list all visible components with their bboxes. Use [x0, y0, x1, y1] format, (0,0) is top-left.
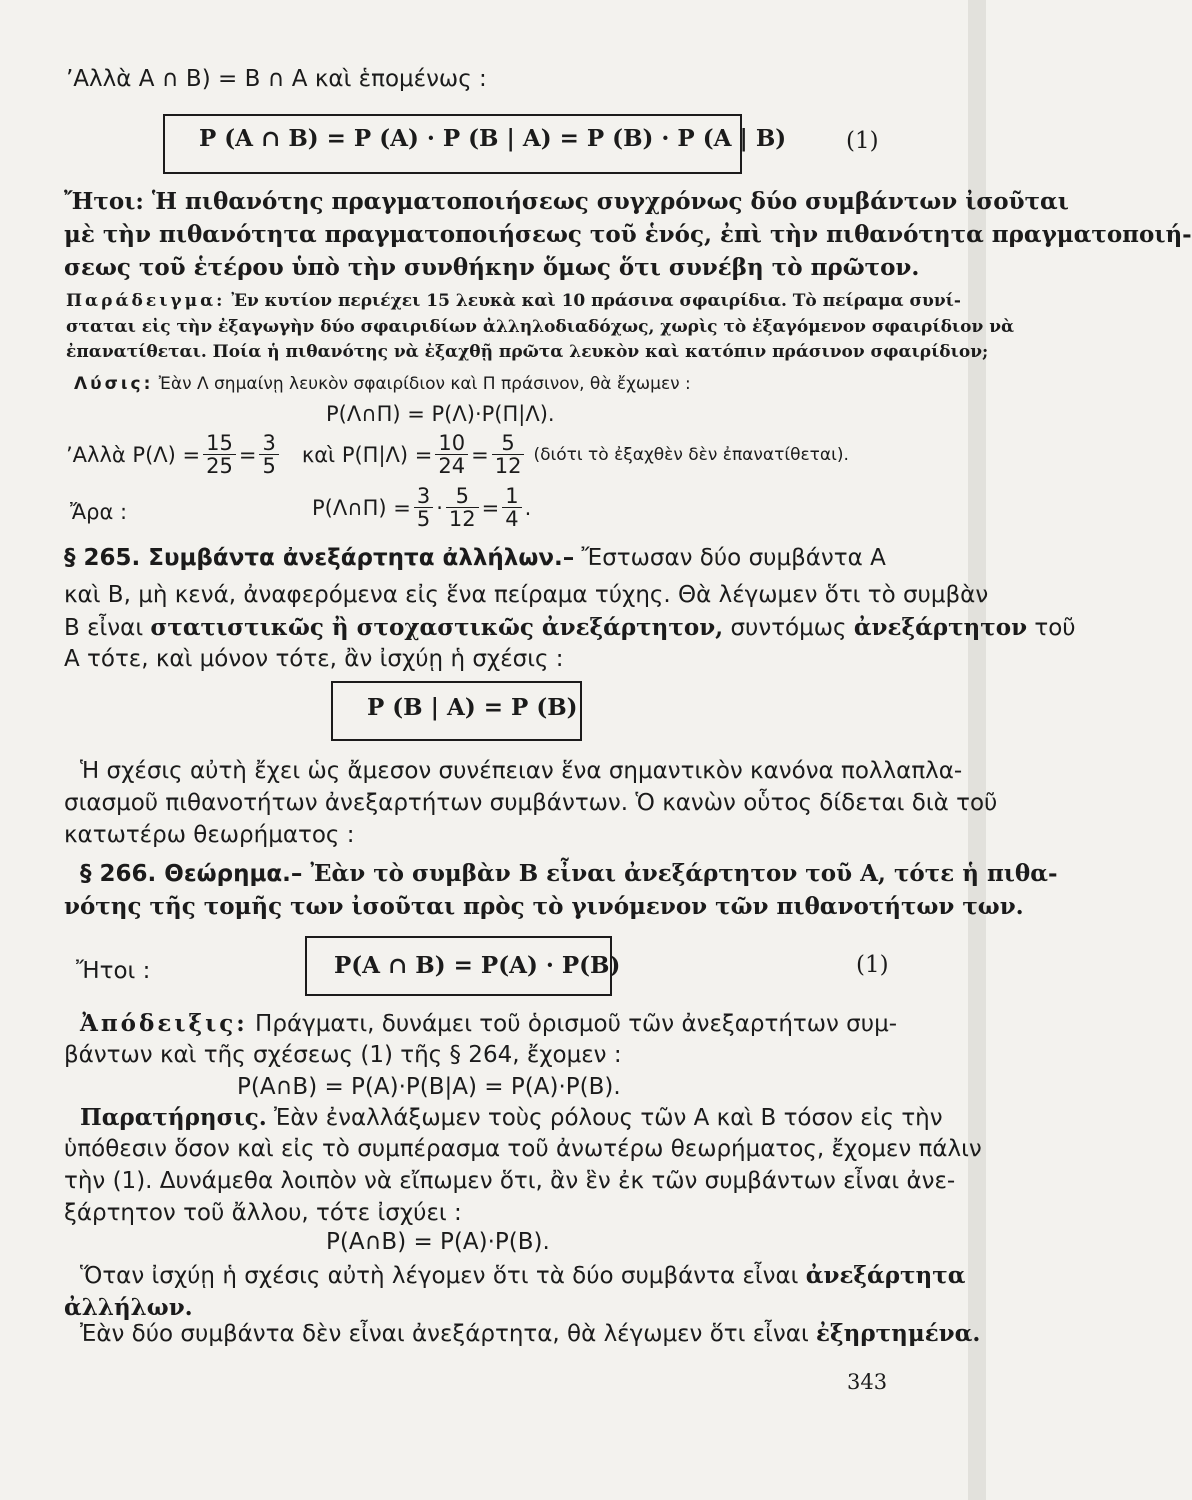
fraction: $\frac{5}{12}$: [446, 485, 479, 530]
fraction: $\frac{3}{5}$: [414, 485, 433, 530]
definition-line: Ὅταν ἰσχύῃ ἡ σχέσις αὐτὴ λέγομεν ὅτι τὰ δύο συμβάντα εἶναι ἀνεξάρτητα: [80, 1262, 966, 1289]
remark-label: Παρατήρησις.: [80, 1104, 267, 1131]
theorem-equation-number: (1): [856, 952, 889, 978]
final-line: Ἐὰν δύο συμβάντα δὲν εἶναι ἀνεξάρτητα, θὰ λέγωμεν ὅτι εἶναι ἐξηρτημένα.: [80, 1320, 981, 1347]
section-266-heading: § 266. Θεώρημα.– Ἐὰν τὸ συμβὰν B εἶναι ἀνεξάρτητον τοῦ A, τότε ἡ πιθα-: [80, 860, 1058, 887]
result-line: P(Λ∩Π) = $\frac{3}{5}$ · $\frac{5}{12}$ = $\frac{1}{4}$ .: [312, 484, 532, 532]
solution-label: Λύσις:: [74, 374, 154, 394]
remark-equation: P(A∩B) = P(A)·P(B).: [326, 1229, 550, 1255]
remark-line: ὑπόθεσιν ὅσον καὶ εἰς τὸ συμπέρασμα τοῦ ἀνωτέρω θεωρήματος, ἔχομεν πάλιν: [64, 1136, 982, 1162]
section-title: § 265. Συμβάντα ἀνεξάρτητα ἀλλήλων.–: [64, 545, 575, 571]
paragraph-line: Ἤτοι: Ἡ πιθανότης πραγματοποιήσεως συγχρόνως δύο συμβάντων ἰσοῦται: [64, 188, 1069, 215]
section-title: § 266. Θεώρημα.–: [80, 861, 303, 887]
section-line: καὶ B, μὴ κενά, ἀναφερόμενα εἰς ἕνα πείραμα τύχης. Θὰ λέγωμεν ὅτι τὸ συμβὰν: [64, 582, 989, 608]
section-line: Ἡ σχέσις αὐτὴ ἔχει ὡς ἄμεσον συνέπειαν ἕνα σημαντικὸν κανόνα πολλαπλα-: [80, 758, 963, 784]
proof-equation: P(A∩B) = P(A)·P(B|A) = P(A)·P(B).: [237, 1074, 621, 1100]
solution-equation: P(Λ∩Π) = P(Λ)·P(Π|Λ).: [326, 402, 555, 426]
section-line: B εἶναι στατιστικῶς ἢ στοχαστικῶς ἀνεξάρτητον, συντόμως ἀνεξάρτητον τοῦ: [64, 614, 1076, 641]
equation-1-number: (1): [846, 128, 879, 154]
solution-line: Λύσις: Ἐὰν Λ σημαίνῃ λευκὸν σφαιρίδιον καὶ Π πράσινον, θὰ ἔχωμεν :: [74, 374, 691, 394]
ara-label: Ἄρα :: [70, 500, 128, 524]
proof-line: βάντων καὶ τῆς σχέσεως (1) τῆς § 264, ἔχομεν :: [64, 1042, 622, 1068]
section-line: A τότε, καὶ μόνον τότε, ἂν ἰσχύῃ ἡ σχέσις :: [64, 646, 564, 672]
section-265-heading: § 265. Συμβάντα ἀνεξάρτητα ἀλλήλων.– Ἔστωσαν δύο συμβάντα A: [64, 545, 886, 571]
independence-equation: P (B | A) = P (B): [367, 694, 578, 721]
fraction: $\frac{15}{25}$: [203, 432, 236, 477]
example-label: Παράδειγμα:: [66, 291, 226, 311]
paragraph-line: σεως τοῦ ἑτέρου ὑπὸ τὴν συνθήκην ὅμως ὅτι συνέβη τὸ πρῶτον.: [64, 254, 920, 281]
example-line-3: ἐπανατίθεται. Ποία ἡ πιθανότης νὰ ἐξαχθῇ πρῶτα λευκὸν καὶ κατόπιν πράσινον σφαιρίδιον;: [66, 342, 989, 362]
remark-line: Παρατήρησις. Ἐὰν ἐναλλάξωμεν τοὺς ρόλους τῶν A καὶ B τόσον εἰς τὴν: [80, 1104, 943, 1131]
page-number: 343: [847, 1370, 888, 1394]
fraction: $\frac{1}{4}$: [502, 485, 521, 530]
fraction: $\frac{3}{5}$: [259, 432, 278, 477]
section-line: κατωτέρω θεωρήματος :: [64, 822, 355, 848]
paragraph-line: μὲ τὴν πιθανότητα πραγματοποιήσεως τοῦ ἑνός, ἐπὶ τὴν πιθανότητα πραγματοποιή-: [64, 221, 1192, 248]
example-line-1: Παράδειγμα: Ἐν κυτίον περιέχει 15 λευκὰ καὶ 10 πράσινα σφαιρίδια. Τὸ πείραμα συνί-: [66, 291, 961, 311]
fraction: $\frac{5}{12}$: [492, 432, 525, 477]
fraction: $\frac{10}{24}$: [435, 432, 468, 477]
example-line-2: σταται εἰς τὴν ἐξαγωγὴν δύο σφαιριδίων ἀλληλοδιαδόχως, χωρὶς τὸ ἐξαγόμενον σφαιρίδιον νὰ: [66, 317, 1015, 337]
equation-1: P (A ∩ B) = P (A) · P (B | A) = P (B) · P (A | B): [199, 125, 787, 152]
intro-line: ’Αλλὰ A ∩ B) = B ∩ A καὶ ἑπομένως :: [66, 66, 487, 92]
proof-line: Ἀπόδειξις: Πράγματι, δυνάμει τοῦ ὁρισμοῦ τῶν ἀνεξαρτήτων συμ-: [80, 1010, 898, 1037]
fractions-line: ’Αλλὰ P(Λ) = $\frac{15}{25}$ = $\frac{3}{5}$ καὶ P(Π|Λ) = $\frac{10}{24}$ = $\frac{5}{12}$ (διότι τὸ ἐξαχθὲν δὲν ἐπανατίθεται).: [66, 431, 849, 479]
itoi-label: Ἤτοι :: [76, 958, 151, 984]
section-line: σιασμοῦ πιθανοτήτων ἀνεξαρτήτων συμβάντων. Ὁ κανὼν οὗτος δίδεται διὰ τοῦ: [64, 790, 998, 816]
theorem-equation: P(A ∩ B) = P(A) · P(B): [334, 952, 621, 979]
theorem-line: νότης τῆς τομῆς των ἰσοῦται πρὸς τὸ γινόμενον τῶν πιθανοτήτων των.: [64, 893, 1024, 920]
remark-line: ξάρτητον τοῦ ἄλλου, τότε ἰσχύει :: [64, 1200, 462, 1226]
proof-label: Ἀπόδειξις:: [80, 1010, 248, 1037]
remark-line: τὴν (1). Δυνάμεθα λοιπὸν νὰ εἴπωμεν ὅτι, ἂν ἓν ἐκ τῶν συμβάντων εἶναι ἀνε-: [64, 1168, 956, 1194]
definition-line: ἀλλήλων.: [64, 1294, 193, 1321]
note: (διότι τὸ ἐξαχθὲν δὲν ἐπανατίθεται).: [533, 444, 849, 465]
